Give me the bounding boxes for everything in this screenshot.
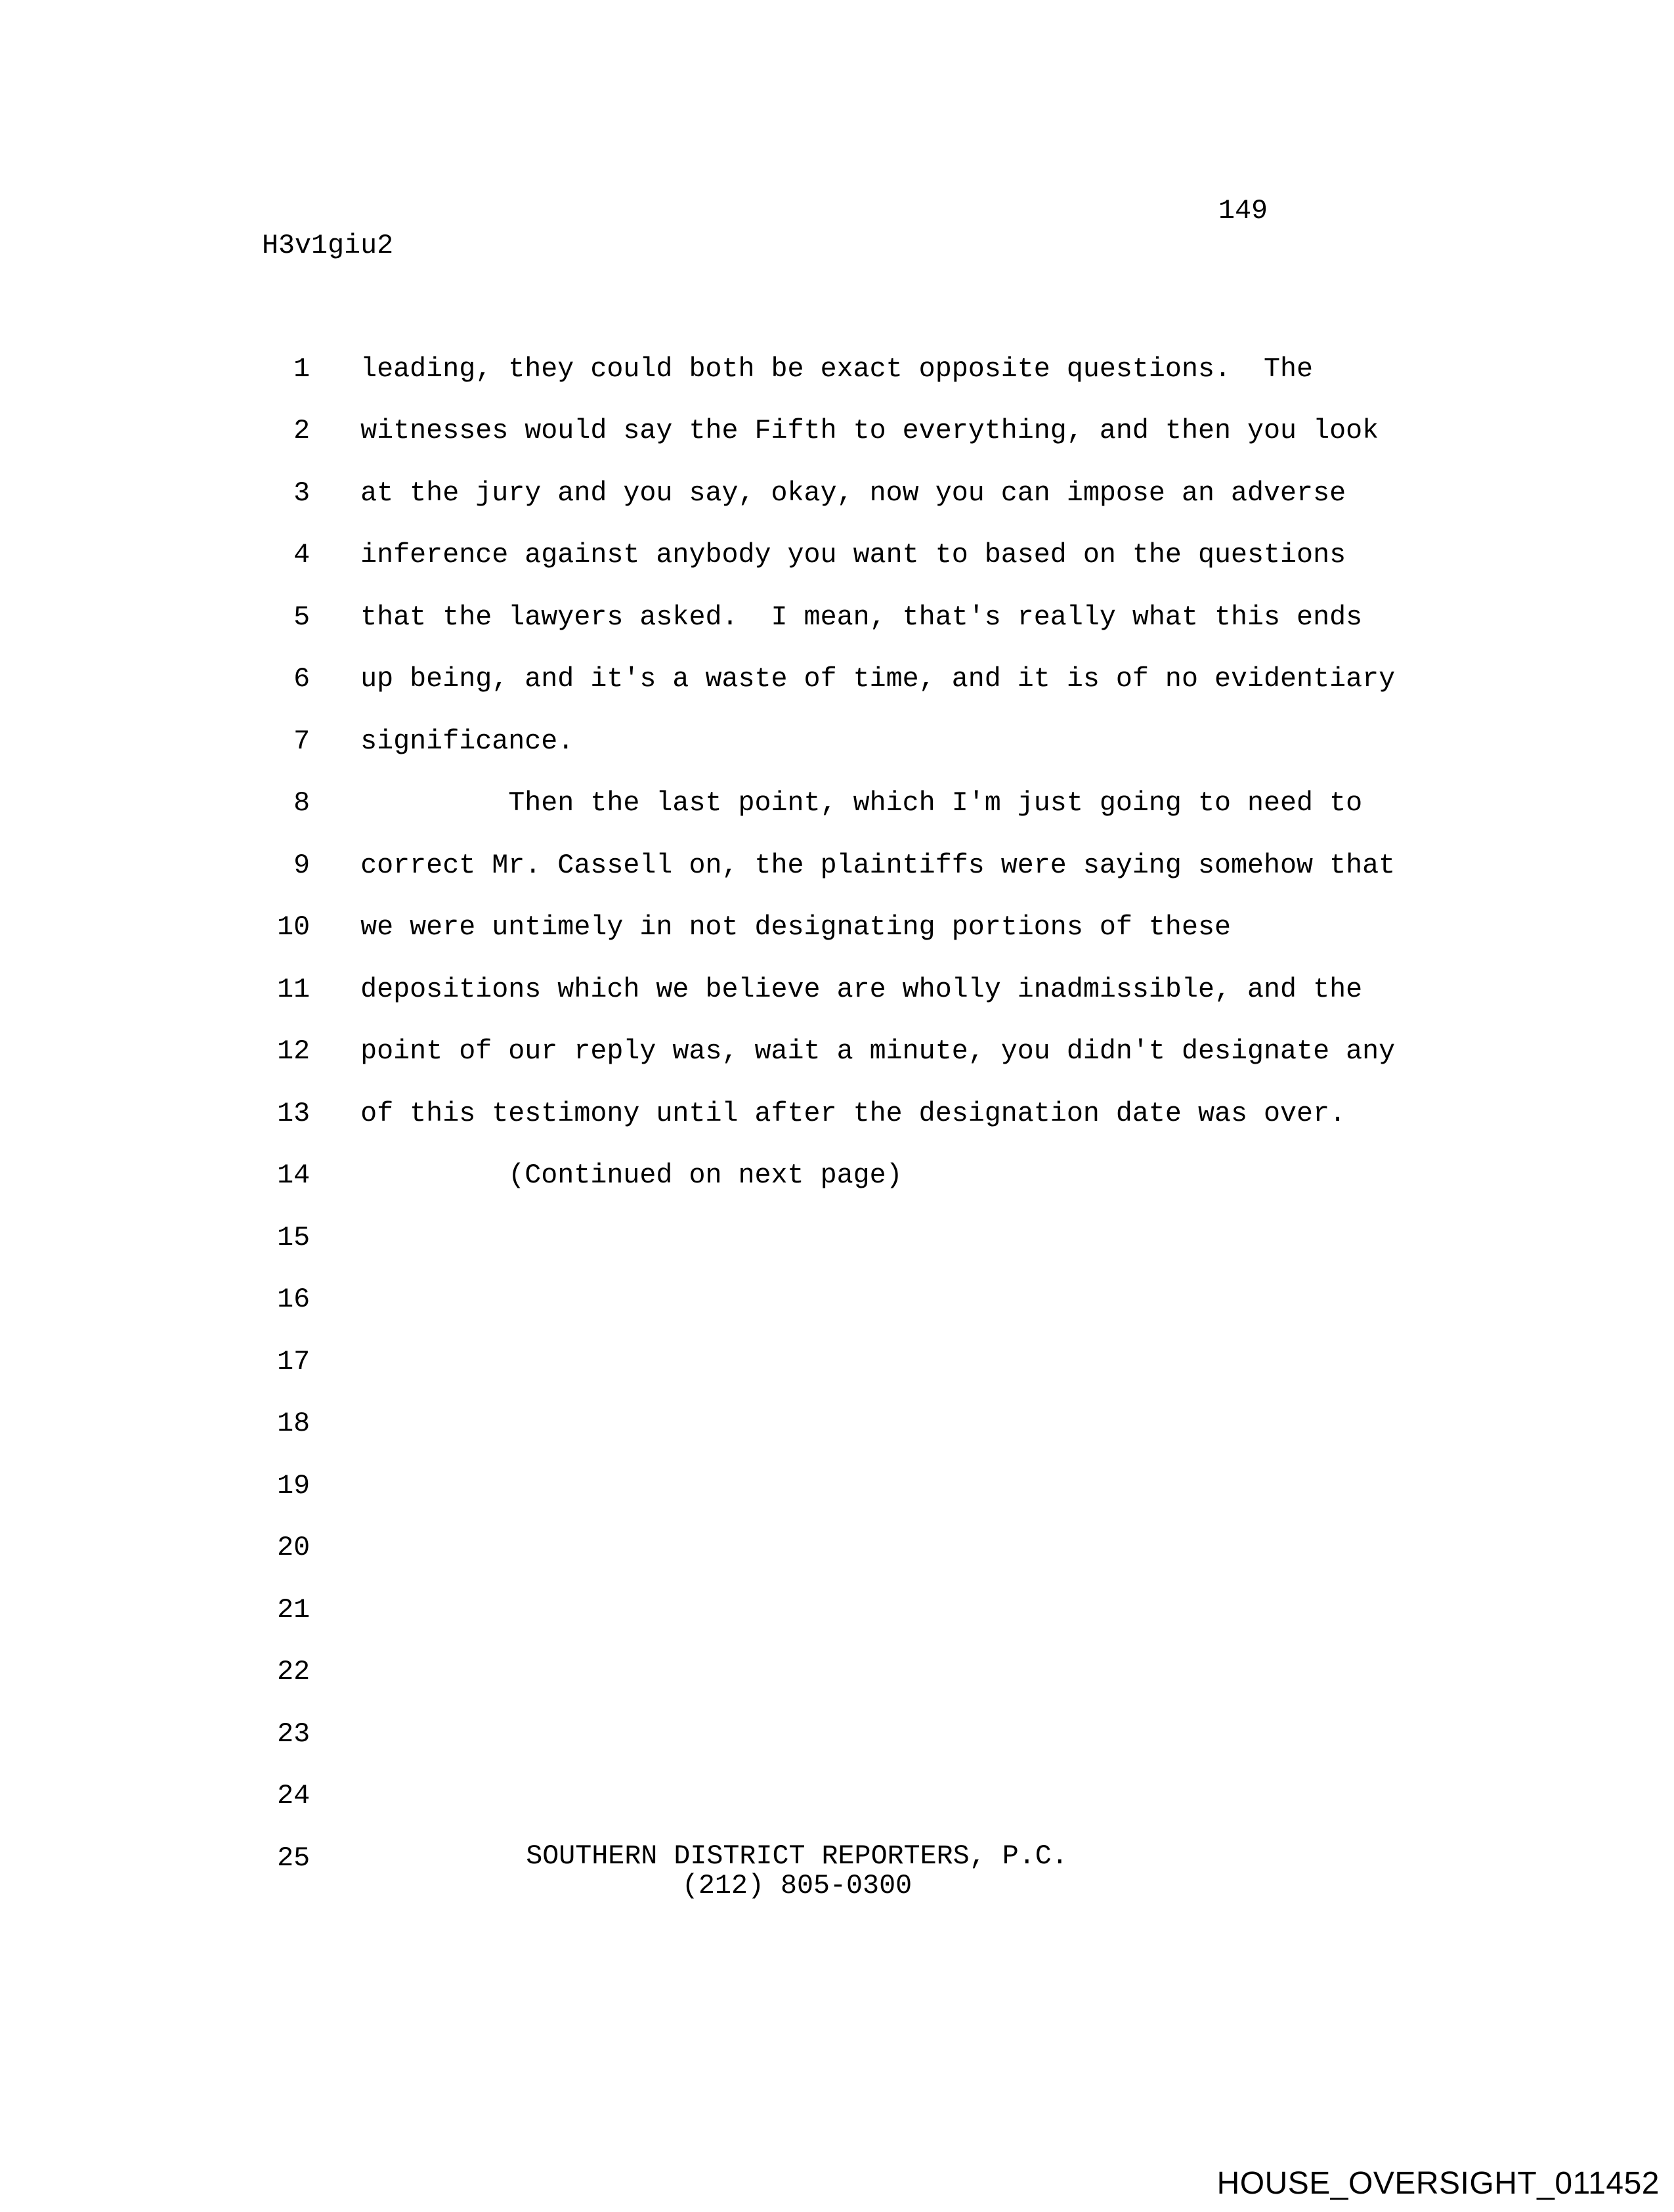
line-text: depositions which we believe are wholly inadmissible, and the	[360, 973, 1363, 1005]
line-number: 25	[277, 1842, 311, 1874]
line-text: of this testimony until after the designation date was over.	[360, 1097, 1346, 1129]
line-number: 15	[277, 1221, 311, 1253]
line-number: 21	[277, 1594, 311, 1626]
line-number: 23	[277, 1718, 311, 1750]
line-text: (Continued on next page)	[360, 1160, 903, 1191]
line-number: 19	[277, 1469, 311, 1502]
line-text: significance.	[360, 725, 574, 757]
line-number: 2	[293, 415, 311, 446]
line-number: 7	[293, 725, 311, 757]
transcript-line	[0, 276, 1674, 385]
line-number: 14	[277, 1160, 311, 1191]
line-text: point of our reply was, wait a minute, you didn't designate any	[360, 1035, 1396, 1067]
line-number: 6	[293, 663, 311, 695]
line-number: 10	[277, 911, 311, 943]
reporter-phone: (212) 805-0300	[681, 1870, 912, 1901]
line-number: 24	[277, 1780, 311, 1811]
line-text: inference against anybody you want to based on the questions	[360, 539, 1346, 571]
line-number: 1	[293, 353, 311, 385]
reporter-name: SOUTHERN DISTRICT REPORTERS, P.C.	[526, 1840, 1068, 1872]
line-text: at the jury and you say, okay, now you can impose an adverse	[360, 477, 1346, 509]
line-text: that the lawyers asked. I mean, that's really what this ends	[360, 601, 1363, 633]
line-number: 9	[293, 849, 311, 881]
bates-number: HOUSE_OVERSIGHT_011452	[1216, 2166, 1660, 2201]
line-text: witnesses would say the Fifth to everything, and then you look	[360, 415, 1379, 446]
line-text: we were untimely in not designating portions of these	[360, 911, 1231, 943]
line-number: 3	[293, 477, 311, 509]
line-text: leading, they could both be exact opposite questions. The	[360, 353, 1314, 385]
line-number: 20	[277, 1532, 311, 1563]
page-number: 149	[1218, 195, 1268, 227]
line-number: 12	[277, 1035, 311, 1067]
line-number: 13	[277, 1097, 311, 1129]
line-text: Then the last point, which I'm just going to need to	[360, 787, 1363, 819]
reporter-footer	[262, 1842, 1332, 1901]
line-number: 16	[277, 1284, 311, 1315]
line-number: 18	[277, 1408, 311, 1439]
line-number: 11	[277, 973, 311, 1005]
transcript-id: H3v1giu2	[262, 230, 394, 261]
line-number: 4	[293, 539, 311, 571]
line-text: correct Mr. Cassell on, the plaintiffs were saying somehow that	[360, 849, 1396, 881]
line-number: 8	[293, 787, 311, 819]
line-text: up being, and it's a waste of time, and it is of no evidentiary	[360, 663, 1396, 695]
line-number: 5	[293, 601, 311, 633]
line-number: 22	[277, 1656, 311, 1687]
line-number: 17	[277, 1345, 311, 1377]
